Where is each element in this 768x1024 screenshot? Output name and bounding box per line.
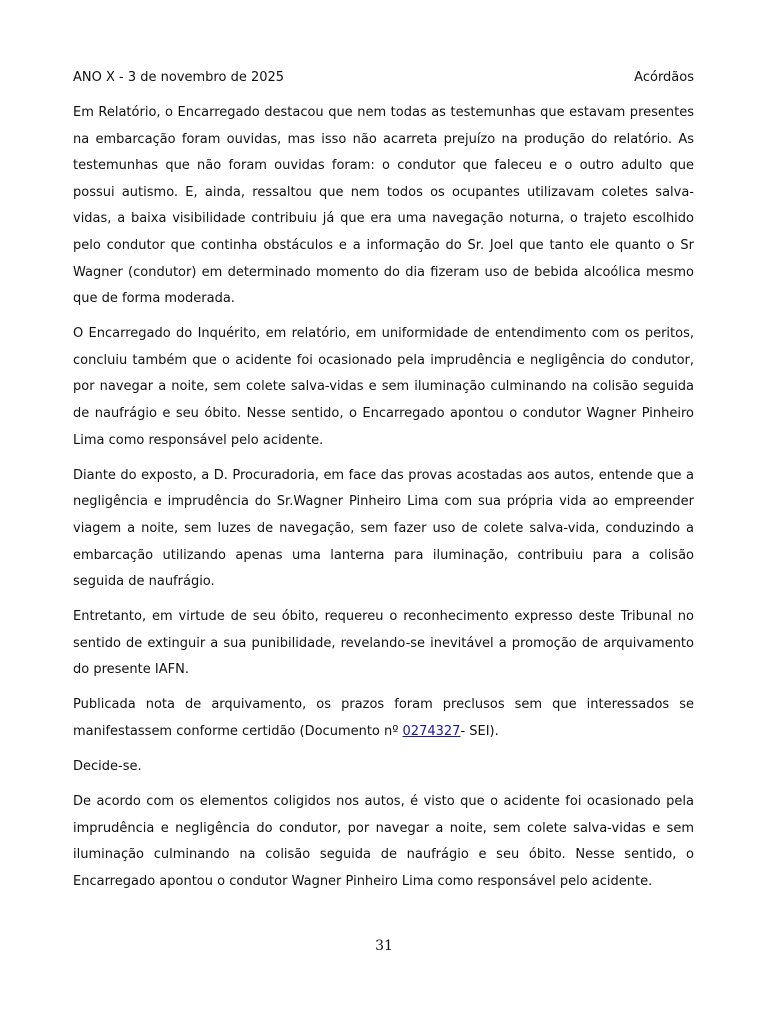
paragraph-procuradoria: Diante do exposto, a D. Procuradoria, em face das provas acostadas aos autos, entende que a negligência e imprudência do Sr.Wagner Pinheiro Lima com sua própria vida ao empreender viagem a noite, sem luzes de navegação, sem fazer uso de colete salva-vida, conduzindo a embarcação utilizando apenas uma lanterna para iluminação, contribuiu para a colisão seguida de naufrágio. (73, 467, 694, 590)
paragraph-decisao: De acordo com os elementos coligidos nos autos, é visto que o acidente foi ocasionado pela imprudência e negligência do condutor, por navegar a noite, sem colete salva-vidas e sem iluminação culminando na colisão seguida de naufrágio e seu óbito. Nesse sentido, o Encarregado apontou o condutor Wagner Pinheiro Lima como responsável pelo acidente. (73, 794, 694, 890)
running-header (73, 69, 694, 87)
paragraph-nota-text-start: Publicada nota de arquivamento, os prazos foram preclusos sem que interessados se manifestassem conforme certidão (Documento nº (73, 697, 694, 740)
paragraph-relatorio: Em Relatório, o Encarregado destacou que nem todas as testemunhas que estavam presentes na embarcação foram ouvidas, mas isso não acarreta prejuízo na produção do relatório. As testemunhas que não foram ouvidas foram: o condutor que faleceu e o outro adulto que possui autismo. E, ainda, ressaltou que nem todos os ocupantes utilizavam coletes salva-vidas, a baixa visibilidade contribuiu já que era uma navegação noturna, o trajeto escolhido pelo condutor que continha obstáculos e a informação do Sr. Joel que tanto ele quanto o Sr Wagner (condutor) em determinado momento do dia fizeram uso de bebida alcoólica mesmo que de forma moderada. (73, 105, 694, 307)
paragraph-nota-text-end: - SEI). (460, 724, 499, 740)
paragraph-obito-arquivamento: Entretanto, em virtude de seu óbito, requereu o reconhecimento expresso deste Tribunal no sentido de extinguir a sua punibilidade, revelando-se inevitável a promoção de arquivamento do presente IAFN. (73, 609, 694, 678)
paragraph-decide-se: Decide-se. (73, 759, 142, 775)
document-body (73, 100, 694, 904)
paragraph-nota-arquivamento (73, 692, 694, 745)
sei-document-link[interactable]: 0274327 (402, 724, 461, 740)
header-section-title: Acórdãos (634, 70, 694, 85)
paragraph-encarregado-conclusao: O Encarregado do Inquérito, em relatório, em uniformidade de entendimento com os peritos, concluiu também que o acidente foi ocasionado pela imprudência e negligência do condutor, por navegar a noite, sem colete salva-vidas e sem iluminação culminando na colisão seguida de naufrágio e seu óbito. Nesse sentido, o Encarregado apontou o condutor Wagner Pinheiro Lima como responsável pelo acidente. (73, 326, 694, 448)
page-number: 31 (375, 938, 393, 954)
header-issue-date: ANO X - 3 de novembro de 2025 (73, 70, 285, 85)
